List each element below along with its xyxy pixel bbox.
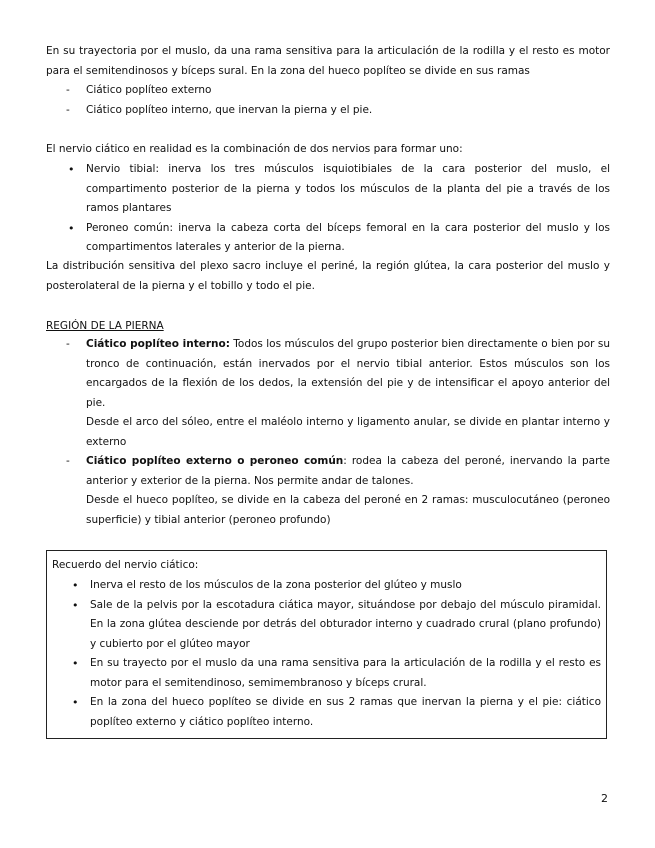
item-extra: Desde el arco del sóleo, entre el maléolo interno y ligamento anular, se divide en plantar interno y externo [86, 416, 610, 448]
list-item: • En su trayecto por el muslo da una rama sensitiva para la articulación de la rodilla y el resto es motor para el semitendinoso, semimembranoso y bíceps crural. [90, 654, 601, 693]
list-item: - Ciático poplíteo externo [86, 81, 610, 101]
section-heading: REGIÓN DE LA PIERNA [46, 320, 164, 332]
page-number: 2 [601, 792, 608, 805]
nerve-component-list [86, 160, 610, 258]
list-item: • Nervio tibial: inerva los tres músculos isquiotibiales de la cara posterior del muslo, el compartimento posterior de la pierna y todos los músculos de la planta del pie a través de los ramos plantares [86, 160, 610, 219]
intro-paragraph: En su trayectoria por el muslo, da una rama sensitiva para la articulación de la rodilla y el resto es motor para el semitendinosos y bíceps sural. En la zona del hueco poplíteo se divide en sus ramas [46, 45, 610, 77]
list-item [86, 452, 610, 530]
item-text: : rodea la cabeza del peroné, inervando la parte anterior y exterior de la pierna. Nos permite andar de talones. [86, 455, 610, 487]
item-text: Todos los músculos del grupo posterior bien directamente o bien por su tronco de continuación, están inervados por el nervio tibial anterior. Estos músculos son los encargados de la flexión de los dedos, la extensión del pie y de intensificar el apoyo anterior del pie. [86, 338, 610, 409]
branch-list [86, 81, 610, 120]
list-item: • Sale de la pelvis por la escotadura ciática mayor, situándose por debajo del músculo piramidal. En la zona glútea desciende por detrás del obturador interno y cuadrado crural (plano profundo) y cubierto por el glúteo mayor [90, 596, 601, 655]
list-item: • En la zona del hueco poplíteo se divide en sus 2 ramas que inervan la pierna y el pie: ciático poplíteo externo y ciático poplíteo interno. [90, 693, 601, 732]
list-item: • Peroneo común: inerva la cabeza corta del bíceps femoral en la cara posterior del muslo y los compartimentos laterales y anterior de la pierna. [86, 219, 610, 258]
distribution-paragraph: La distribución sensitiva del plexo sacro incluye el periné, la región glútea, la cara posterior del muslo y posterolateral de la pierna y el tobillo y todo el pie. [46, 260, 610, 292]
list-item: • Inerva el resto de los músculos de la zona posterior del glúteo y muslo [90, 576, 601, 596]
combination-paragraph: El nervio ciático en realidad es la combinación de dos nervios para formar uno: [46, 143, 463, 155]
list-item [86, 335, 610, 452]
item-extra: Desde el hueco poplíteo, se divide en la cabeza del peroné en 2 ramas: musculocutáneo (peroneo superficie) y tibial anterior (peroneo profundo) [86, 494, 610, 526]
summary-box [46, 550, 607, 739]
list-item: - Ciático poplíteo interno, que inervan la pierna y el pie. [86, 101, 610, 121]
item-title: Ciático poplíteo externo o peroneo común [86, 455, 344, 467]
leg-region-list [86, 335, 610, 530]
summary-list [90, 576, 601, 732]
summary-box-title: Recuerdo del nervio ciático: [52, 559, 199, 571]
item-title: Ciático poplíteo interno: [86, 338, 230, 350]
